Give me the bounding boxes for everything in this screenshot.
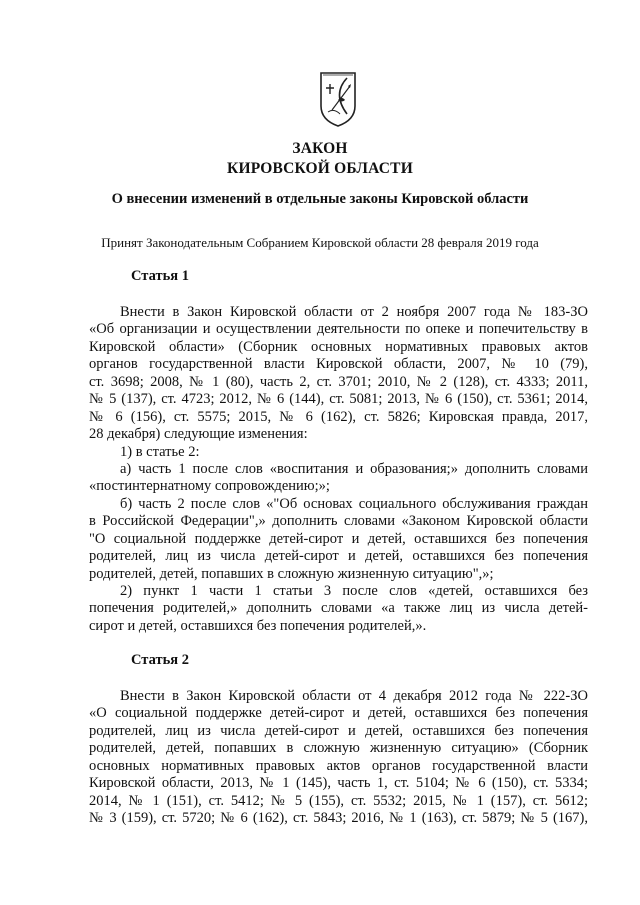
paragraph-line: 2014, № 1 (151), ст. 5412; № 5 (155), ст. 5532; 2015, № 1 (157), ст. 5612;	[89, 792, 588, 809]
paragraph-line: Кировской области, 2013, № 1 (145), часть 1, ст. 5104; № 6 (150), ст. 5334;	[89, 775, 588, 792]
paragraph-line: органов государственной власти Кировской области, 2007, № 10 (79),	[89, 356, 588, 373]
paragraph-line: б) часть 2 после слов «"Об основах социального обслуживания граждан	[120, 495, 588, 512]
paragraph-line: а) часть 1 после слов «воспитания и образования;» дополнить словами	[120, 460, 588, 477]
paragraph-line: № 5 (137), ст. 4723; 2012, № 6 (144), ст. 5081; 2013, № 6 (150), ст. 5361; 2014,	[89, 391, 588, 408]
paragraph-line: родителей, лиц из числа детей-сирот и детей, оставшихся без попечения	[89, 548, 588, 565]
law-title: ЗАКОН	[292, 140, 348, 157]
paragraph-line: № 3 (159), ст. 5720; № 6 (162), ст. 5843; 2016, № 1 (163), ст. 5879; № 5 (167),	[89, 810, 588, 827]
paragraph-line: попечения родителей,» дополнить словами «а также лиц из числа детей-	[89, 600, 588, 617]
paragraph-line: Кировской области» (Сборник основных нормативных правовых актов	[89, 338, 588, 355]
paragraph-line: 2) пункт 1 части 1 статьи 3 после слов «детей, оставшихся без	[120, 583, 588, 599]
paragraph-line: в Российской Федерации",» дополнить словами «Законом Кировской области	[89, 513, 588, 530]
paragraph-line: «О социальной поддержке детей-сирот и детей, оставшихся без попечения	[89, 705, 588, 722]
adoption-note: Принят Законодательным Собранием Кировской области 28 февраля 2019 года	[101, 235, 539, 250]
paragraph-line: 1) в статье 2:	[120, 443, 200, 460]
paragraph-line: "О социальной поддержке детей-сирот и детей, оставшихся без попечения	[89, 530, 588, 547]
law-subtitle: О внесении изменений в отдельные законы Кировской области	[111, 191, 529, 207]
paragraph-line: родителей, лиц из числа детей-сирот и детей, оставшихся без попечения	[89, 722, 588, 739]
article-1-heading: Статья 1	[131, 268, 189, 284]
paragraph-line: ст. 3698; 2008, № 1 (80), часть 2, ст. 3701; 2010, № 2 (128), ст. 4333; 2011,	[89, 373, 588, 390]
paragraph-line: «Об организации и осуществлении деятельности по опеке и попечительству в	[89, 321, 588, 338]
coat-of-arms-icon	[318, 70, 358, 128]
paragraph-line: сирот и детей, оставшихся без попечения родителей,».	[89, 617, 427, 634]
paragraph-line: Внести в Закон Кировской области от 4 декабря 2012 года № 222-ЗО	[120, 688, 588, 704]
paragraph-line: основных нормативных правовых актов органов государственной власти	[89, 757, 588, 774]
paragraph-line: родителей, детей, попавших в сложную жизненную ситуацию",»;	[89, 565, 494, 582]
law-region-title: КИРОВСКОЙ ОБЛАСТИ	[227, 160, 413, 177]
paragraph-line: 28 декабря) следующие изменения:	[89, 426, 308, 443]
article-1-body	[89, 304, 588, 635]
article-2-heading: Статья 2	[131, 652, 189, 668]
paragraph-line: «постинтернатному сопровождению;»;	[89, 478, 330, 495]
paragraph-line: № 6 (156), ст. 5575; 2015, № 6 (162), ст. 5826; Кировская правда, 2017,	[89, 408, 588, 425]
paragraph-line: родителей, детей, попавших в сложную жизненную ситуацию» (Сборник	[89, 740, 588, 757]
paragraph-line: Внести в Закон Кировской области от 2 ноября 2007 года № 183-ЗО	[120, 304, 588, 320]
article-2-body	[89, 688, 588, 828]
